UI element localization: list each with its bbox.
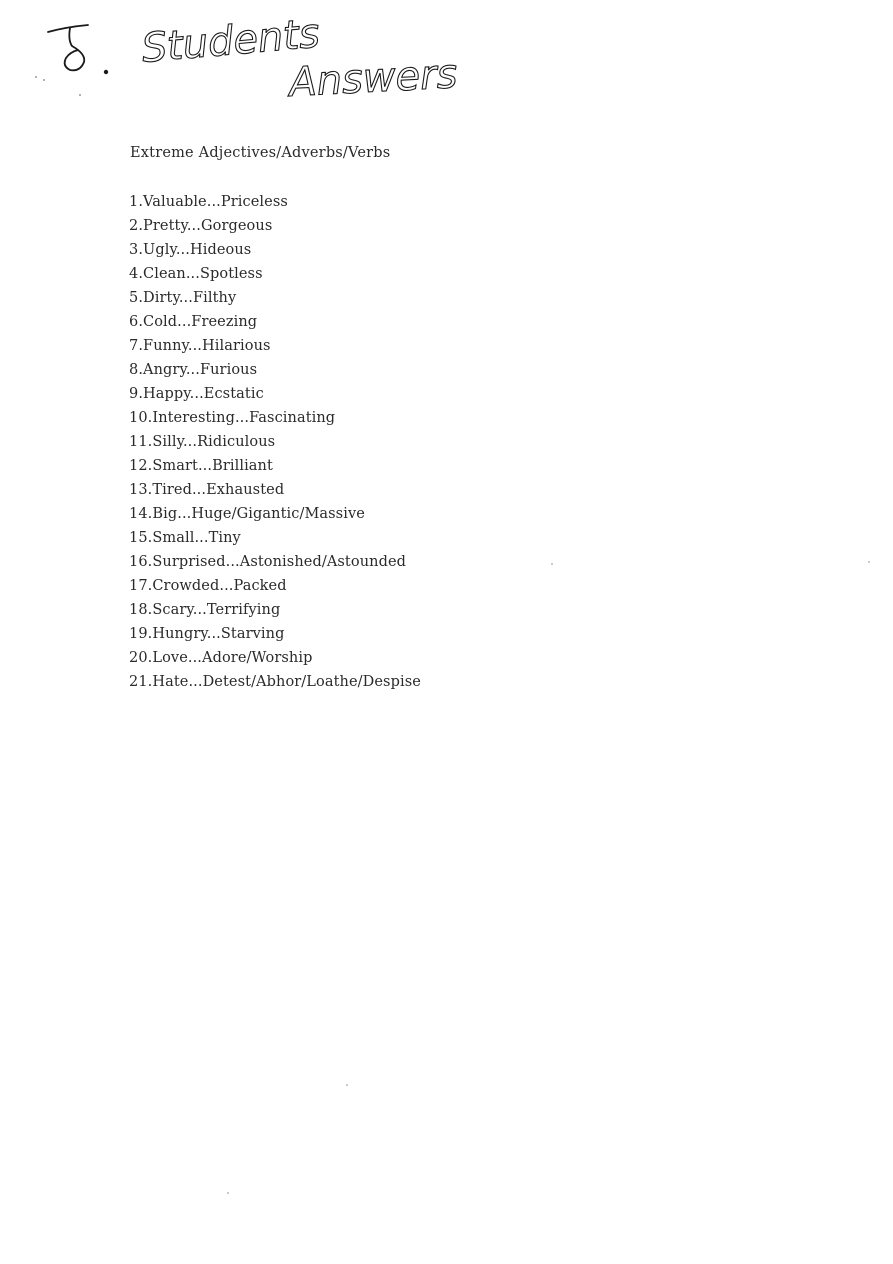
list-item: 15.Small...Tiny xyxy=(129,530,241,546)
word-pair-list xyxy=(129,193,421,697)
handwritten-annotation xyxy=(0,0,520,110)
list-item: 14.Big...Huge/Gigantic/Massive xyxy=(129,506,365,522)
list-item: 12.Smart...Brilliant xyxy=(129,458,273,474)
list-item: 17.Crowded...Packed xyxy=(129,578,287,594)
list-item: 19.Hungry...Starving xyxy=(129,626,285,642)
list-item: 16.Surprised...Astonished/Astounded xyxy=(129,554,407,570)
scan-speck xyxy=(868,561,870,563)
scan-specks xyxy=(35,76,81,96)
list-item: 9.Happy...Ecstatic xyxy=(129,386,264,402)
list-item: 1.Valuable...Priceless xyxy=(129,194,288,210)
list-item: 7.Funny...Hilarious xyxy=(129,338,271,354)
handwritten-word-students: Students xyxy=(139,10,322,72)
list-item: 3.Ugly...Hideous xyxy=(129,242,252,258)
list-item: 18.Scary...Terrifying xyxy=(129,602,281,618)
list-item: 8.Angry...Furious xyxy=(129,362,258,378)
handwritten-word-answers: Answers xyxy=(288,51,459,106)
handwritten-initial-mark xyxy=(48,25,107,73)
list-item: 5.Dirty...Filthy xyxy=(129,290,237,306)
list-item: 10.Interesting...Fascinating xyxy=(129,410,336,426)
list-item: 6.Cold...Freezing xyxy=(129,314,258,330)
page-title: Extreme Adjectives/Adverbs/Verbs xyxy=(130,145,391,161)
list-item: 21.Hate...Detest/Abhor/Loathe/Despise xyxy=(129,674,421,690)
list-item: 11.Silly...Ridiculous xyxy=(129,434,276,450)
list-item: 4.Clean...Spotless xyxy=(129,266,263,282)
list-item: 13.Tired...Exhausted xyxy=(129,482,285,498)
scan-speck xyxy=(551,563,553,565)
list-item: 20.Love...Adore/Worship xyxy=(129,650,313,666)
scan-speck xyxy=(346,1084,348,1086)
scan-speck xyxy=(227,1192,229,1194)
list-item: 2.Pretty...Gorgeous xyxy=(129,218,273,234)
